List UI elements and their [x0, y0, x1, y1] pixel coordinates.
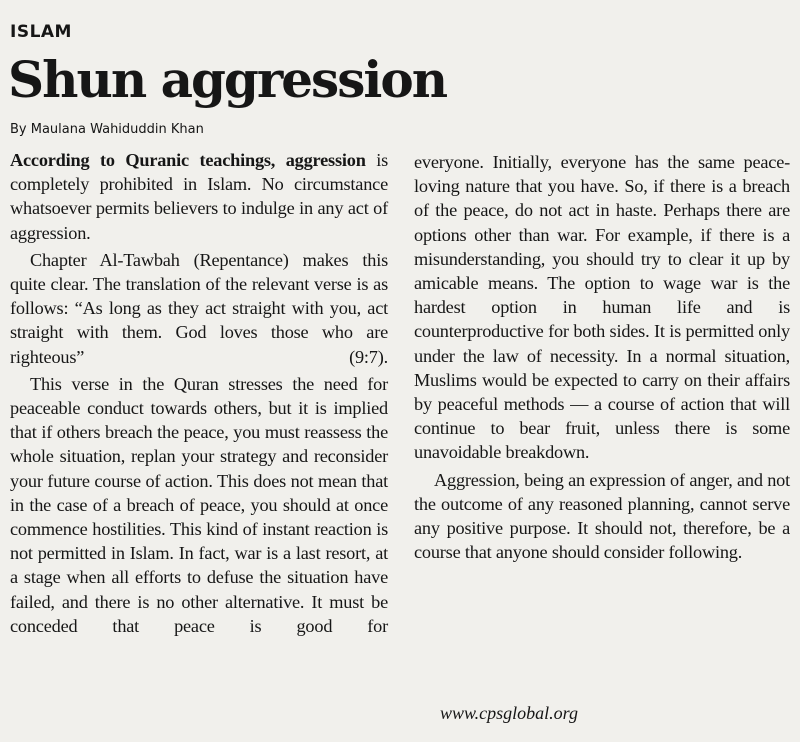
paragraph: Chapter Al-Tawbah (Repentance) makes this quite clear. The translation of the relevant verse is as follows: “As long as they act straight with you, act straight with them. God loves those who are righteous” (9:7).	[10, 249, 388, 367]
column-right	[414, 150, 790, 564]
column-left	[10, 148, 388, 638]
paragraph: This verse in the Quran stresses the need for peaceable conduct towards others, but it is implied that if others breach the peace, you must reassess the whole situation, replan your strategy and reconsider your future course of action. This does not mean that in the case of a breach of peace, you should at once commence hostilities. This kind of instant reaction is not permitted in Islam. In fact, war is a last resort, at a stage when all efforts to defuse the situation have failed, and there is no other alternative. It must be conceded that peace is good for	[10, 373, 388, 636]
paragraph: everyone. Initially, everyone has the same peace-loving nature that you have. So, if there is a breach of the peace, do not act in haste. Perhaps there are options other than war. For example, if there is a misunderstanding, you should try to clear it up by amicable means. The option to wage war is the hardest option in human life and is counterproductive for both sides. It is permitted only under the law of necessity. In a normal situation, Muslims would be expected to carry on their affairs by peaceful methods — a course of action that will continue to bear fruit, unless there is some unavoidable breakdown.	[414, 152, 790, 463]
paragraph: Aggression, being an expression of anger, and not the outcome of any reasoned planning, cannot serve any positive purpose. It should not, therefore, be a course that anyone should consider following.	[414, 469, 790, 563]
section-label: ISLAM	[10, 22, 72, 42]
byline: By Maulana Wahiduddin Khan	[10, 122, 204, 137]
paragraph	[10, 148, 388, 245]
paragraph-text: is completely prohibited in Islam. No circumstance whatsoever permits believers to indulge in any act of aggression.	[10, 150, 389, 243]
website-credit: www.cpsglobal.org	[440, 703, 579, 723]
lead-in: According to Quranic teachings, aggression	[10, 150, 366, 170]
article-title: Shun aggression	[8, 50, 447, 109]
